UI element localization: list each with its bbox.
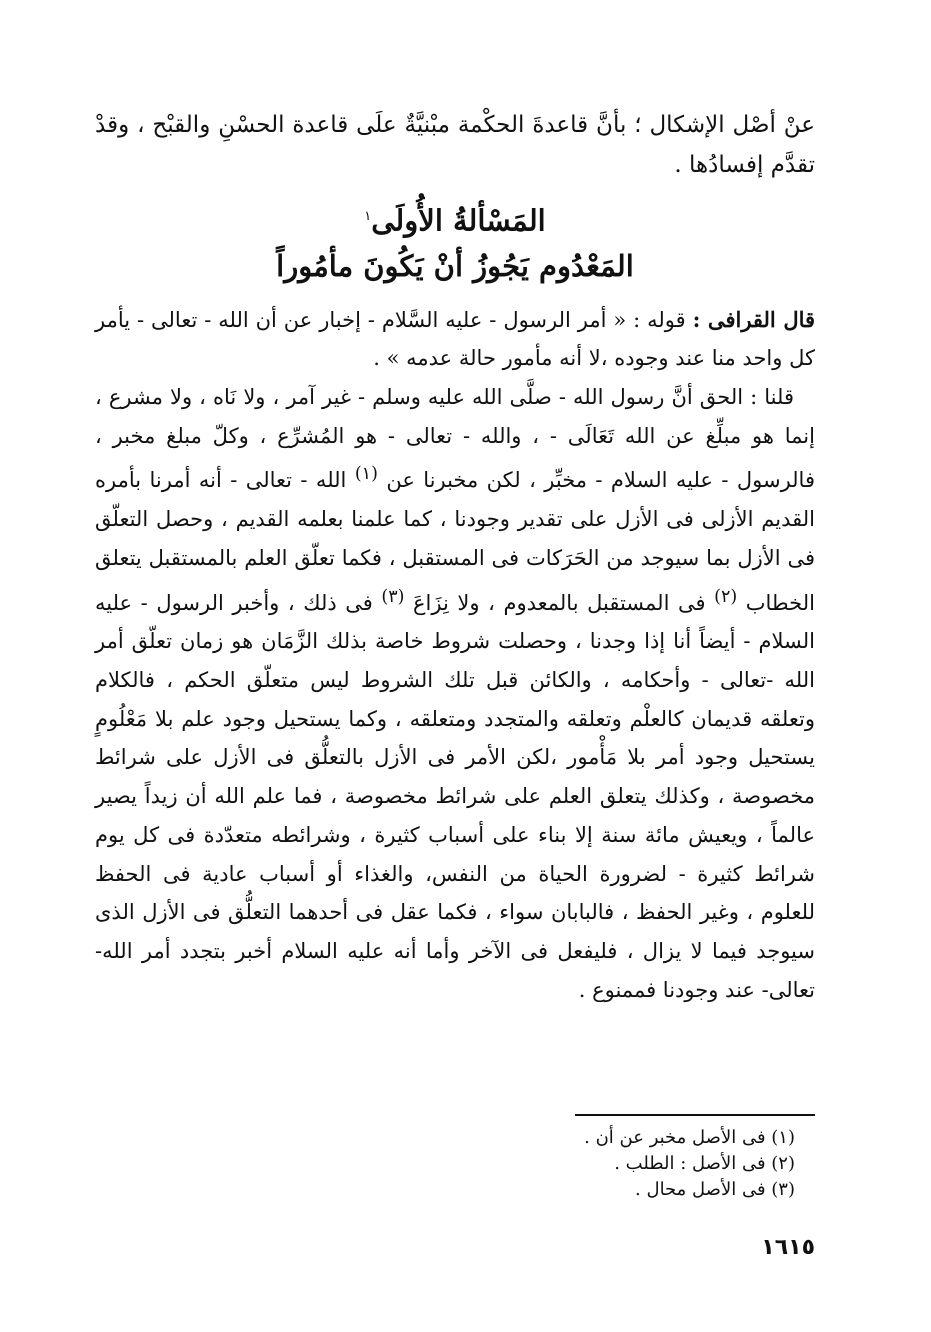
footnote-ref-2: (٢)	[714, 586, 738, 607]
speaker-label: قال القرافى :	[692, 306, 816, 332]
footnote-ref-1: (١)	[354, 464, 378, 485]
footnote-separator	[575, 1114, 815, 1116]
section-subtitle: المَعْدُوم يَجُوزُ أنْ يَكُونَ مأمُوراً	[276, 248, 634, 283]
paragraph-qarafi	[95, 301, 815, 378]
paragraph-response	[95, 378, 815, 1009]
section-title-footnote-marker: ١	[364, 209, 372, 224]
footnotes	[584, 1125, 795, 1203]
intro-paragraph: عنْ أصْل الإشكال ؛ بأنَّ قاعدةَ الحكْمة مبْنيَّةٌ علَى قاعدة الحسْنِ والقبْح ، وقدْ تقدَّم إفسادُها .	[95, 112, 815, 178]
section-title	[95, 195, 815, 243]
page-number: ١٦١٥	[761, 1235, 815, 1260]
paragraph-response-text-1: قلنا : الحق أنَّ رسول الله - صلَّى الله عليه وسلم - غير آمر ، ولا نَاه ، ولا مشرع ، إنما هو مبلِّغ عن الله تَعَالَى - ، والله - تعالى - هو المُشرِّع ، وكلّ مبلغ مخبر ، فالرسول - عليه السلام - مخبِّر ، لكن مخبرنا عن	[95, 385, 815, 493]
paragraph-qarafi-text: قوله : « أمر الرسول - عليه السَّلام - إخبار عن أن الله - تعالى - يأمر كل واحد منا عند وجوده ،لا أنه مأمور حالة عدمه » .	[95, 307, 815, 371]
footnote-item: (٢) فى الأصل : الطلب .	[614, 1153, 795, 1174]
document-page	[95, 95, 815, 1295]
footnote-ref-3: (٣)	[381, 586, 405, 607]
section-title-text: المَسْألةُ الأُولَى	[371, 203, 546, 238]
paragraph-response-text-3: فى المستقبل بالمعدوم ، ولا نِزَاعَ	[413, 590, 706, 615]
paragraph-response-text-4: فى ذلك ، وأخبر الرسول - عليه السلام - أيضاً أنا إذا وجدنا ، وحصلت شروط خاصة بذلك الزَّمَان هو زمان تعلّق أمر الله -تعالى - وأحكامه ، والكائن قبل تلك الشروط ليس متعلّق الحكم ، فالكلام وتعلقه قديمان كالعلْم وتعلقه والمتجدد ومتعلقه ، وكما يستحيل وجود علم بلا مَعْلُومٍ يستحيل وجود أمر بلا مَأْمور ،لكن الأمر فى الأزل بالتعلُّق فى الأزل على شرائط مخصوصة ، وكذلك يتعلق العلم على شرائط مخصوصة ، فما علم الله أن زيداً يصير عالماً ، ويعيش مائة سنة إلا بناء على أسباب كثيرة ، وشرائطه متعدّدة فى كل يوم شرائط كثيرة - لضرورة الحياة من النفس، والغذاء أو أسباب عادية فى الحفظ للعلوم ، وغير الحفظ ، فالبابان سواء ، فكما عقل فى أحدهما التعلُّق فى الأزل الذى سيوجد فيما لا يزال ، فليفعل فى الآخر وأما أنه عليه السلام أخبر بتجدد أمر الله- تعالى- عند وجودنا فممنوع .	[95, 590, 815, 1002]
footnote-item: (١) فى الأصل مخبر عن أن .	[584, 1127, 795, 1148]
paragraph-response-text-2: الله - تعالى - أنه أمرنا بأمره القديم الأزلى فى الأزل على تقدير وجودنا ، كما علمنا بعلمه القديم ، وحصل التعلّق فى الأزل بما سيوجد من الحَرَكات فى المستقبل ، فكما تعلّق العلم بالمستقبل يتعلق الخطاب	[95, 468, 815, 615]
footnote-item: (٣) فى الأصل محال .	[635, 1179, 795, 1200]
body-text	[95, 301, 815, 1010]
